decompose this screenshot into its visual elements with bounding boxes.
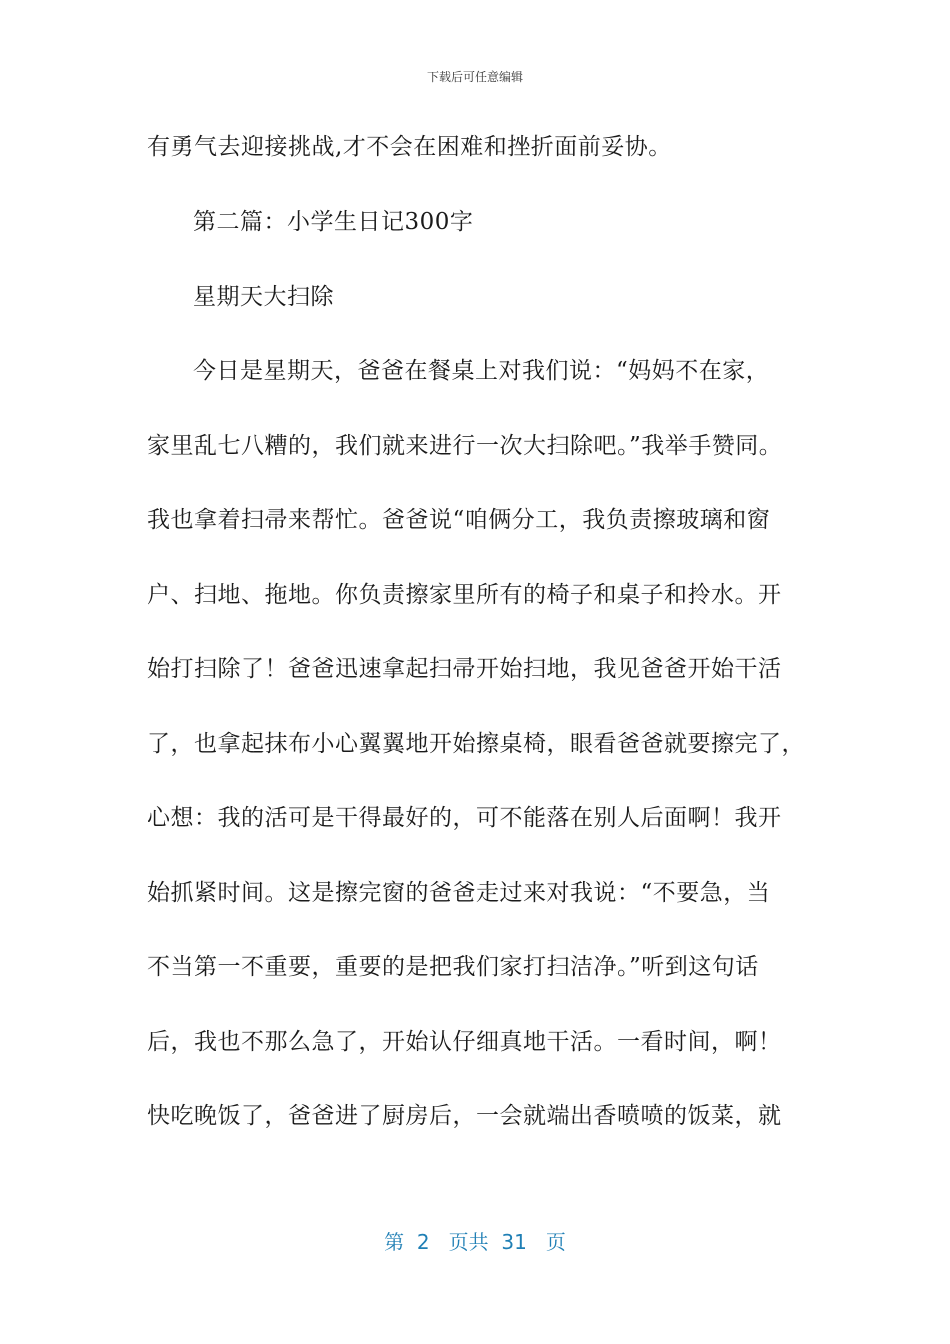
body-line: 今日是星期天，爸爸在餐桌上对我们说：“妈妈不在家， <box>193 358 770 384</box>
body-line: 心想：我的活可是干得最好的，可不能落在别人后面啊！我开 <box>147 805 782 831</box>
body-line: 始打扫除了！爸爸迅速拿起扫帚开始扫地，我见爸爸开始干活 <box>147 656 782 682</box>
body-line: 后，我也不那么急了，开始认仔细真地干活。一看时间，啊！ <box>147 1029 782 1055</box>
page-number-footer: 第 2 页共 31 页 <box>384 1230 566 1254</box>
body-line: 户、扫地、拖地。你负责擦家里所有的椅子和桌子和拎水。开 <box>147 582 782 608</box>
body-line: 始抓紧时间。这是擦完窗的爸爸走过来对我说：“不要急，当 <box>147 880 771 906</box>
body-line: 我也拿着扫帚来帮忙。爸爸说“咱俩分工，我负责擦玻璃和窗 <box>147 507 771 533</box>
body-line: 家里乱七八糟的，我们就来进行一次大扫除吧。”我举手赞同。 <box>147 433 783 459</box>
diary-title: 星期天大扫除 <box>193 284 334 310</box>
page-header-note: 下载后可任意编辑 <box>426 70 523 84</box>
body-line: 有勇气去迎接挑战,才不会在困难和挫折面前妥协。 <box>147 134 672 160</box>
section-heading: 第二篇：小学生日记300字 <box>193 209 474 235</box>
body-line: 了，也拿起抹布小心翼翼地开始擦桌椅，眼看爸爸就要擦完了， <box>147 731 805 757</box>
body-line: 快吃晚饭了，爸爸进了厨房后，一会就端出香喷喷的饭菜，就 <box>147 1103 782 1129</box>
body-line: 不当第一不重要，重要的是把我们家打扫洁净。”听到这句话 <box>147 954 759 980</box>
